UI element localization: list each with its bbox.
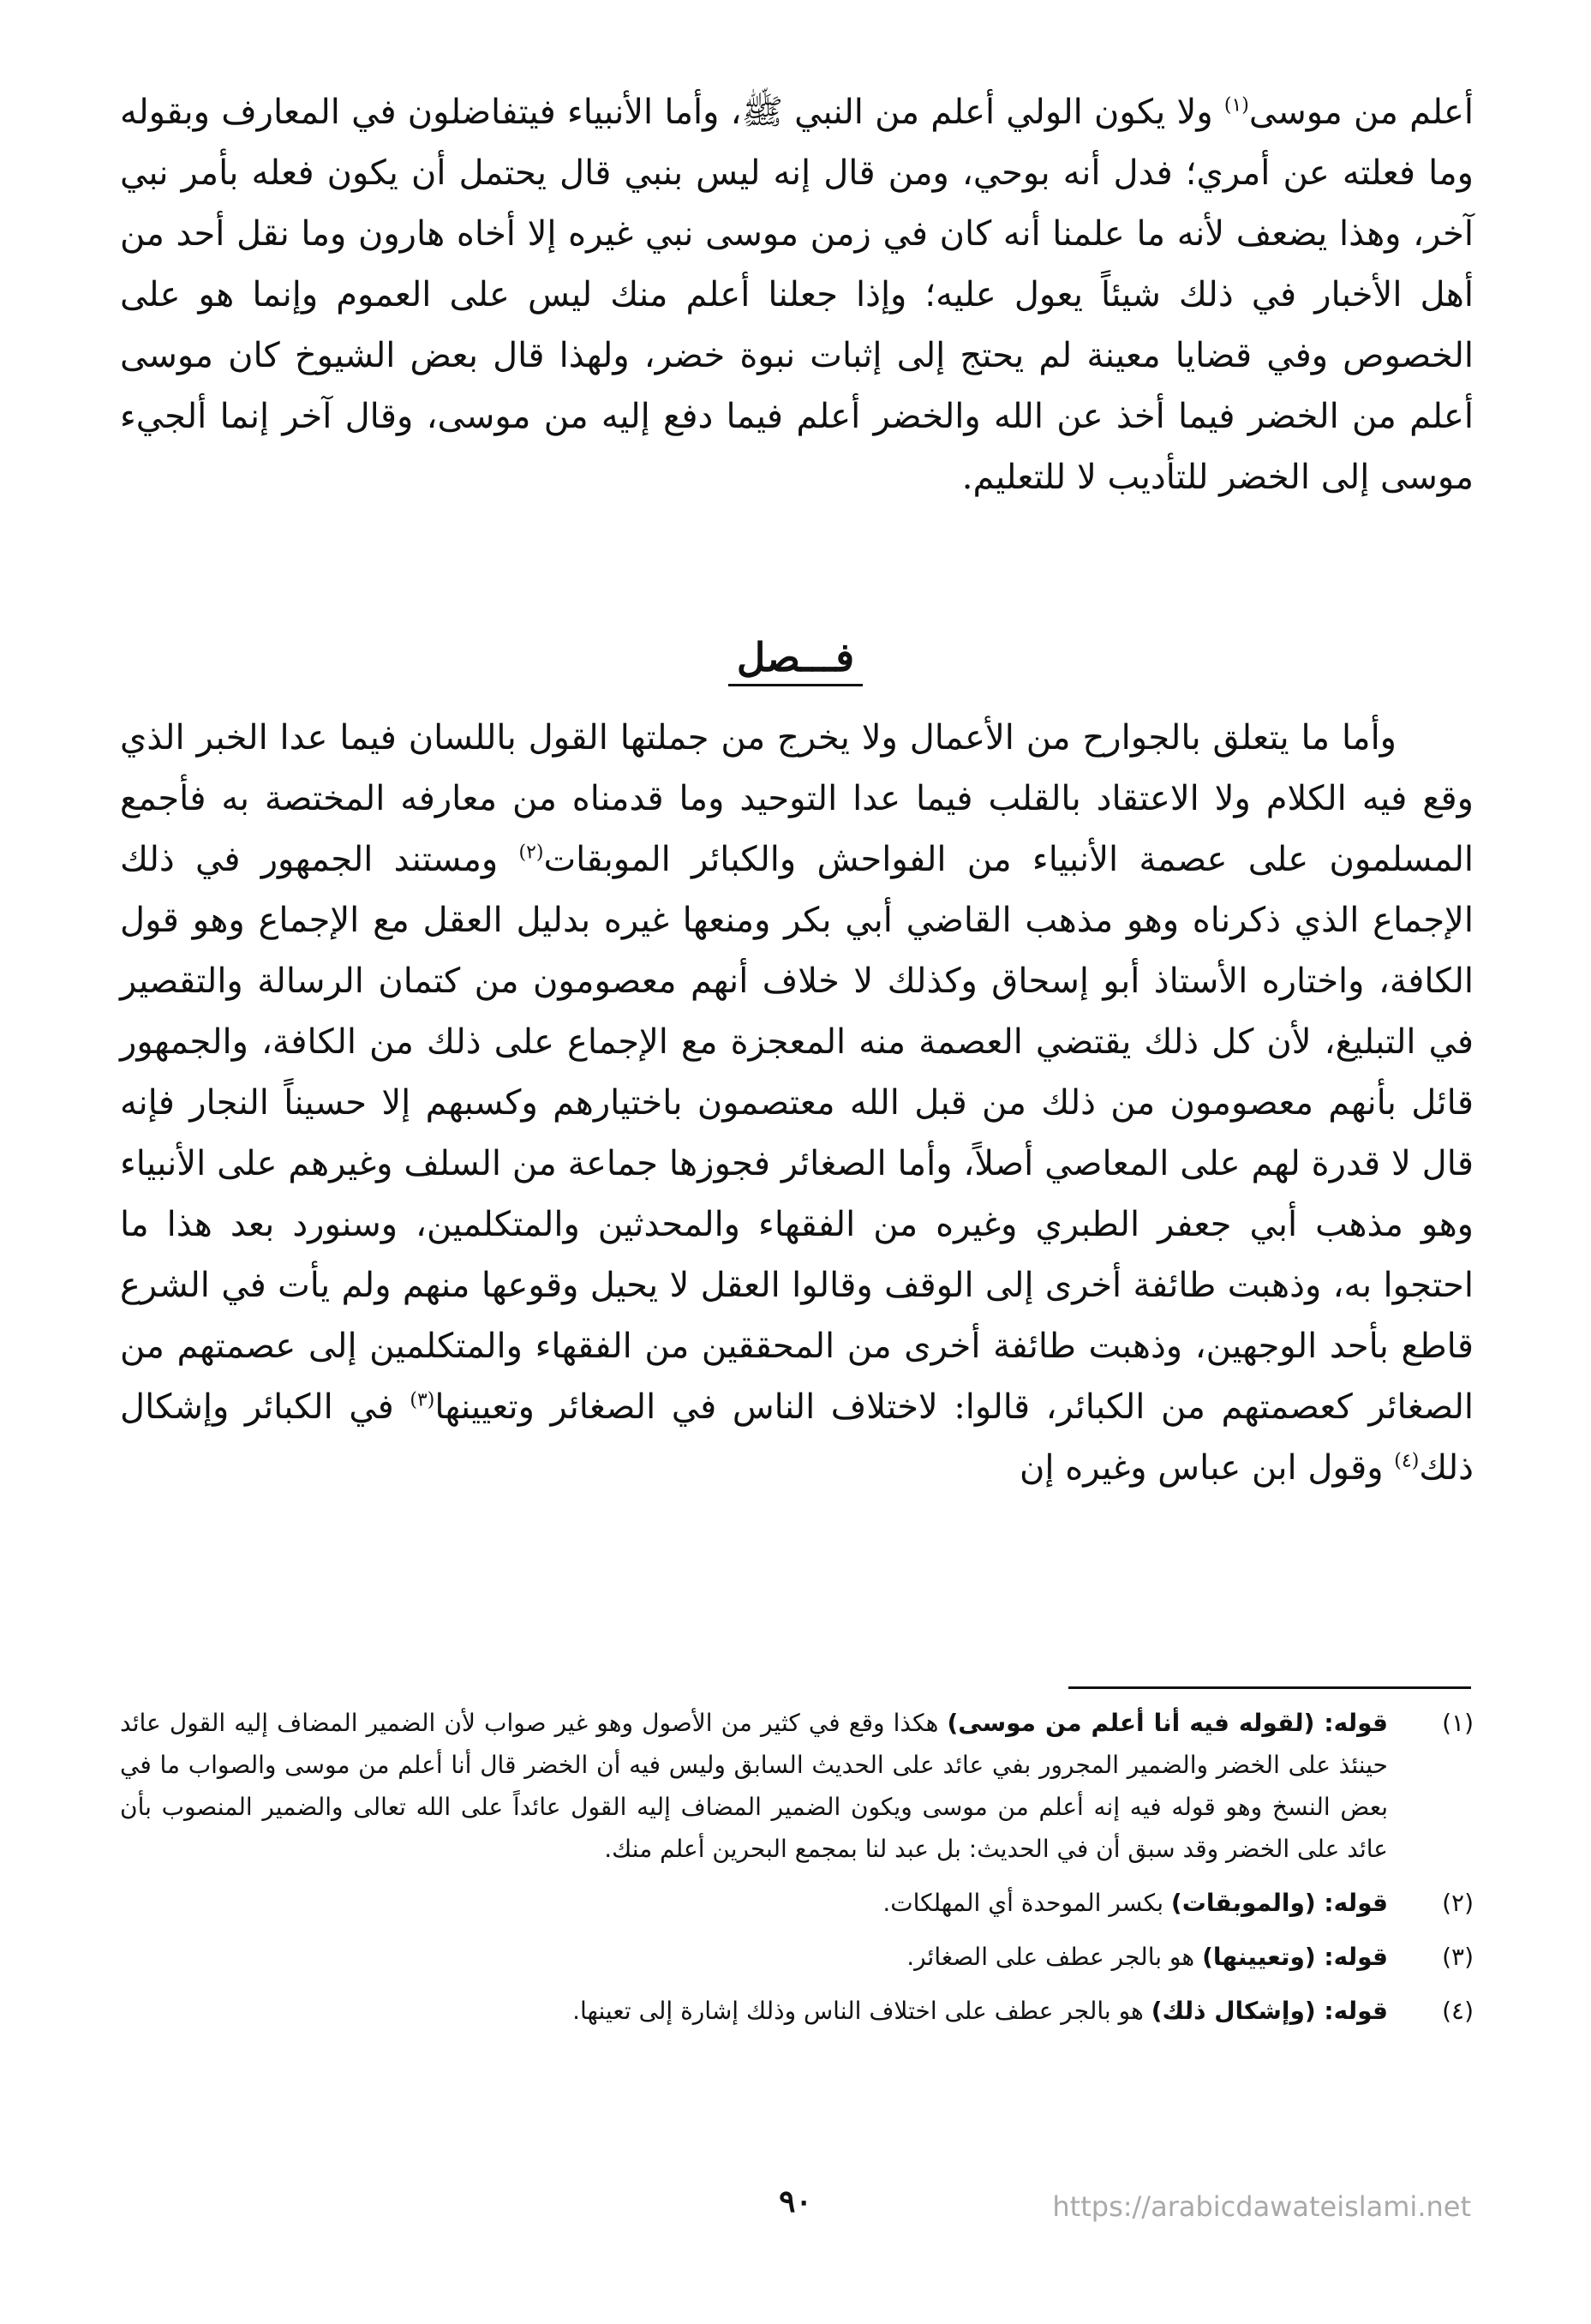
footnote-divider <box>1068 1686 1471 1689</box>
footnote-ref-2: (٢) <box>518 842 544 864</box>
section-heading <box>0 634 1591 680</box>
footnote-number: (٣) <box>1442 1943 1474 1971</box>
footnote-key: قوله: (وإشكال ذلك) <box>1151 1997 1388 2025</box>
footnote-item <box>120 1882 1474 1924</box>
footnote-item <box>120 1990 1474 2032</box>
footnote-key: قوله: (والموبقات) <box>1170 1889 1388 1917</box>
paragraph-2-text-c: في الكبائر وإشكال ذلك <box>120 1387 1474 1488</box>
footnote-number: (١) <box>1442 1709 1474 1737</box>
footnote-key: قوله: (لقوله فيه أنا أعلم من موسى) <box>947 1709 1388 1737</box>
footnotes-list <box>120 1702 1474 2044</box>
section-heading-label: فـــصل <box>728 634 863 686</box>
footnote-ref-1: (١) <box>1223 94 1249 117</box>
page-number: ٩٠ <box>779 2183 812 2219</box>
footnote-text: هكذا وقع في كثير من الأصول وهو غير صواب لأن الضمير المضاف إليه القول عائد حينئذ على الخضر والضمير المجرور بفي عائد على الحديث السابق وليس فيه أن الخضر قال أنا أعلم من موسى والصواب ما في بعض النسخ وهو قوله فيه إنه أعلم من موسى ويكون الضمير المضاف إليه القول عائداً على الله تعالى والضمير المنصوب بأن عائد على الخضر وقد سبق أن في الحديث: بل عبد لنا بمجمع البحرين أعلم منك. <box>120 1709 1388 1863</box>
footnote-ref-3: (٣) <box>410 1389 435 1411</box>
paragraph-1-text-b: ولا يكون الولي أعلم من النبي ﷺ، وأما الأنبياء فيتفاضلون في المعارف وبقوله وما فعلته عن أمري؛ فدل أنه بوحي، ومن قال إنه ليس بنبي قال يحتمل أن يكون فعله بأمر نبي آخر، وهذا يضعف لأنه ما علمنا أنه كان في زمن موسى نبي غيره إلا أخاه هارون وما نقل أحد من أهل الأخبار في ذلك شيئاً يعول عليه؛ وإذا جعلنا أعلم منك ليس على العموم وإنما هو على الخصوص وفي قضايا معينة لم يحتج إلى إثبات نبوة خضر، ولهذا قال بعض الشيوخ كان موسى أعلم من الخضر فيما أخذ عن الله والخضر أعلم فيما دفع إليه من موسى، وقال آخر إنما ألجيء موسى إلى الخضر للتأديب لا للتعليم. <box>120 93 1474 497</box>
paragraph-2-text-b: ومستند الجمهور في ذلك الإجماع الذي ذكرناه وهو مذهب القاضي أبي بكر ومنعها غيره بدليل العقل مع الإجماع وهو قول الكافة، واختاره الأستاذ أبو إسحاق وكذلك لا خلاف أنهم معصومون من كتمان الرسالة والتقصير في التبليغ، لأن كل ذلك يقتضي العصمة منه المعجزة مع الإجماع على ذلك من الكافة، والجمهور قائل بأنهم معصومون من ذلك من قبل الله معتصمون باختيارهم وكسبهم إلا حسيناً النجار فإنه قال لا قدرة لهم على المعاصي أصلاً، وأما الصغائر فجوزها جماعة من السلف وغيرهم على الأنبياء وهو مذهب أبي جعفر الطبري وغيره من الفقهاء والمحدثين والمتكلمين، وسنورد بعد هذا ما احتجوا به، وذهبت طائفة أخرى إلى الوقف وقالوا العقل لا يحيل وقوعها منهم ولم يأت في الشرع قاطع بأحد الوجهين، وذهبت طائفة أخرى من المحققين من الفقهاء والمتكلمين إلى عصمتهم من الصغائر كعصمتهم من الكبائر، قالوا: لاختلاف الناس في الصغائر وتعيينها <box>120 840 1474 1427</box>
paragraph-2-text-a: وأما ما يتعلق بالجوارح من الأعمال ولا يخرج من جملتها القول باللسان فيما عدا الخبر الذي وقع فيه الكلام ولا الاعتقاد بالقلب فيما عدا التوحيد وما قدمناه من معارفه المختصة به فأجمع المسلمون على عصمة الأنبياء من الفواحش والكبائر الموبقات <box>120 718 1474 879</box>
footnote-number: (٤) <box>1442 1997 1474 2025</box>
footnote-key: قوله: (وتعيينها) <box>1202 1943 1388 1971</box>
paragraph-2 <box>120 708 1474 1499</box>
footnote-item <box>120 1702 1474 1870</box>
footnote-text: هو بالجر عطف على الصغائر. <box>906 1943 1203 1971</box>
watermark-url: https://arabicdawateislami.net <box>1052 2190 1471 2223</box>
paragraph-1-text-a: أعلم من موسى <box>1248 93 1474 132</box>
footnote-number: (٢) <box>1442 1889 1474 1917</box>
footnote-ref-4: (٤) <box>1394 1450 1420 1472</box>
footnote-item <box>120 1936 1474 1978</box>
paragraph-1 <box>120 82 1474 508</box>
footnote-text: بكسر الموحدة أي المهلكات. <box>882 1889 1171 1917</box>
paragraph-2-text-d: وقول ابن عباس وغيره إن <box>1020 1448 1395 1488</box>
footnote-text: هو بالجر عطف على اختلاف الناس وذلك إشارة إلى تعينها. <box>572 1997 1151 2025</box>
